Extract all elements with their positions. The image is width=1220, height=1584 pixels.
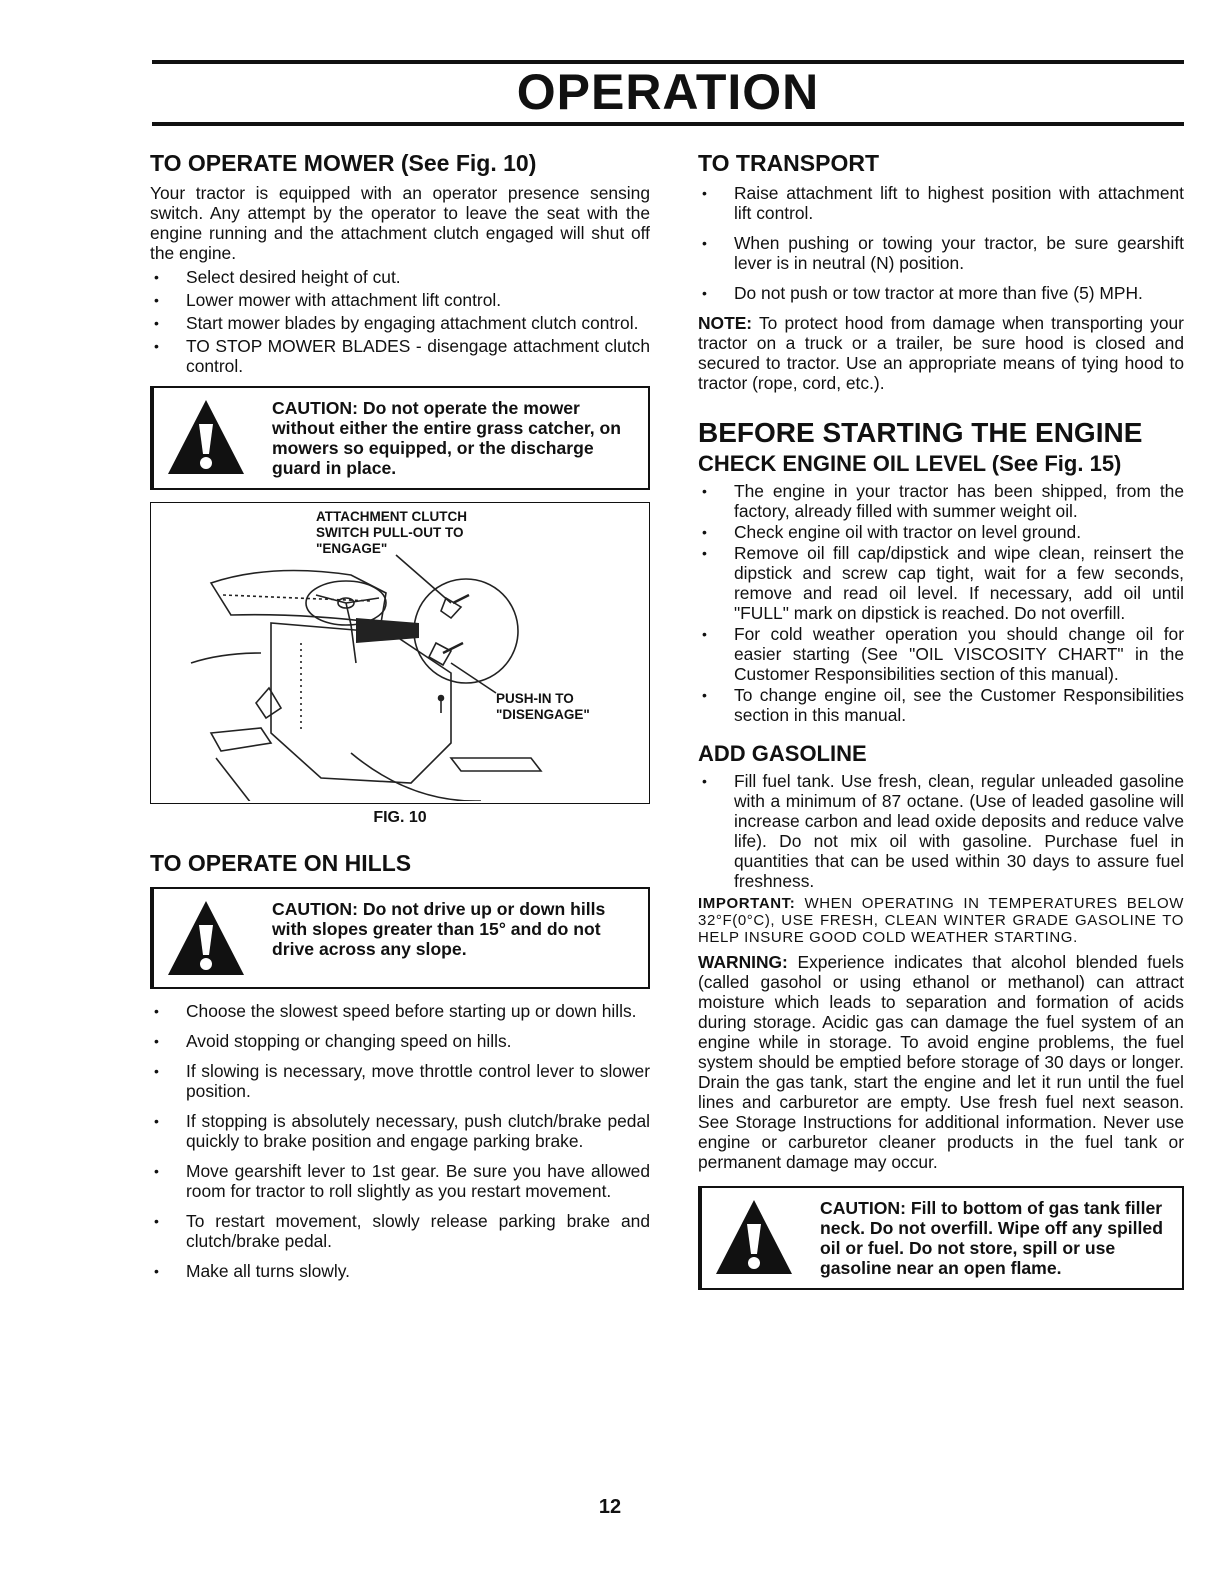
operate-hills-list (150, 1001, 650, 1281)
add-gasoline-list (698, 771, 1184, 891)
caution-text: CAUTION: Fill to bottom of gas tank filler neck. Do not overfill. Wipe off any spilled oil or fuel. Do not store, spill or use gasoline near an open flame. (820, 1198, 1163, 1278)
figure-label-engage: ATTACHMENT CLUTCH SWITCH PULL-OUT TO "ENGAGE" (316, 509, 467, 556)
list-item: • Fill fuel tank. Use fresh, clean, regular unleaded gasoline with a minimum of 87 octane. (Use of leaded gasoline will increase carbon and lead oxide deposits and reduce valve life). Do not mix oil with gasoline. Purchase fuel in quantities that can be used within 30 days to assure fuel freshness. (698, 771, 1184, 891)
right-column (698, 150, 1184, 1302)
list-item: • To change engine oil, see the Customer Responsibilities section in this manual. (698, 685, 1184, 725)
caution-box-hills (150, 887, 650, 989)
transport-note (698, 313, 1184, 393)
list-item: • Start mower blades by engaging attachment clutch control. (150, 313, 650, 333)
list-item: • Raise attachment lift to highest position with attachment lift control. (698, 183, 1184, 223)
operate-mower-heading: TO OPERATE MOWER (See Fig. 10) (150, 150, 537, 176)
list-item: • To restart movement, slowly release parking brake and clutch/brake pedal. (150, 1211, 650, 1251)
list-item: • The engine in your tractor has been shipped, from the factory, already filled with summer weight oil. (698, 481, 1184, 521)
list-item: • Check engine oil with tractor on level ground. (698, 522, 1184, 542)
warning-triangle-icon (714, 1198, 794, 1276)
list-item: • Move gearshift lever to 1st gear. Be sure you have allowed room for tractor to roll slightly as you restart movement. (150, 1161, 650, 1201)
figure-label-disengage: PUSH-IN TO "DISENGAGE" (496, 691, 590, 722)
list-item: • Avoid stopping or changing speed on hills. (150, 1031, 650, 1051)
warning-text: Experience indicates that alcohol blended fuels (called gasohol or using ethanol or methanol) can attract moisture which leads to separation and formation of acids during storage. Acidic gas can damage the fuel system of an engine while in storage. To avoid engine problems, the fuel system should be emptied before storage of 30 days or longer. Drain the gas tank, start the engine and let it run until the fuel lines and carburetor are empty. Use fresh fuel next season. See Storage Instructions for additional information. Never use engine or carburetor cleaner products in the fuel tank or permanent damage may occur. (698, 952, 1185, 1172)
important-label: IMPORTANT: (698, 895, 796, 912)
page-title: OPERATION (516, 64, 820, 120)
list-item: • Lower mower with attachment lift control. (150, 290, 650, 310)
operate-mower-list (150, 267, 650, 376)
list-item: • TO STOP MOWER BLADES - disengage attachment clutch control. (150, 336, 650, 376)
list-item: • If slowing is necessary, move throttle control lever to slower position. (150, 1061, 650, 1101)
warning-label: WARNING: (698, 952, 788, 972)
list-item: • Select desired height of cut. (150, 267, 650, 287)
list-item: • Make all turns slowly. (150, 1261, 650, 1281)
note-text: To protect hood from damage when transporting your tractor on a truck or a trailer, be sure hood is closed and secured to tractor. Use an appropriate means of tying hood to tractor (rope, cord, etc.). (698, 313, 1184, 393)
figure-10 (150, 502, 650, 804)
operate-mower-intro: Your tractor is equipped with an operator presence sensing switch. Any attempt by the operator to leave the seat with the engine running and the attachment clutch engaged will shut off the engine. (150, 183, 650, 263)
page-number: 12 (598, 1496, 622, 1518)
header-rule-bottom (152, 122, 1184, 126)
warning-triangle-icon (166, 899, 246, 977)
operate-hills-heading: TO OPERATE ON HILLS (150, 850, 412, 876)
list-item: • Choose the slowest speed before starting up or down hills. (150, 1001, 650, 1021)
warning-notice (698, 952, 1184, 1172)
important-notice (698, 895, 1184, 946)
left-column (150, 150, 650, 1291)
list-item: • Do not push or tow tractor at more than five (5) MPH. (698, 283, 1184, 303)
caution-box-gasoline (698, 1186, 1184, 1290)
check-oil-heading: CHECK ENGINE OIL LEVEL (See Fig. 15) (698, 451, 1122, 476)
important-text: WHEN OPERATING IN TEMPERATURES BELOW 32°F(0°C), USE FRESH, CLEAN WINTER GRADE GASOLINE TO HELP INSURE GOOD COLD WEATHER STARTING. (698, 895, 1184, 946)
transport-list (698, 183, 1184, 303)
caution-text: CAUTION: Do not drive up or down hills with slopes greater than 15° and do not drive across any slope. (272, 899, 606, 959)
check-oil-list (698, 481, 1184, 725)
add-gasoline-heading: ADD GASOLINE (698, 741, 867, 766)
list-item: • If stopping is absolutely necessary, push clutch/brake pedal quickly to brake position and engage parking brake. (150, 1111, 650, 1151)
list-item: • Remove oil fill cap/dipstick and wipe clean, reinsert the dipstick and screw cap tight, wait for a few seconds, remove and read oil level. If necessary, add oil until "FULL" mark on dipstick is reached. Do not overfill. (698, 543, 1184, 623)
figure-caption: FIG. 10 (373, 809, 427, 826)
note-label: NOTE: (698, 313, 753, 333)
before-starting-heading: BEFORE STARTING THE ENGINE (698, 417, 1143, 448)
caution-box-mower (150, 386, 650, 490)
list-item: • For cold weather operation you should change oil for easier starting (See "OIL VISCOSITY CHART" in the Customer Responsibilities section of this manual). (698, 624, 1184, 684)
transport-heading: TO TRANSPORT (698, 150, 880, 176)
caution-text: CAUTION: Do not operate the mower without either the entire grass catcher, on mowers so equipped, or the discharge guard in place. (272, 398, 622, 478)
list-item: • When pushing or towing your tractor, be sure gearshift lever is in neutral (N) position. (698, 233, 1184, 273)
warning-triangle-icon (166, 398, 246, 476)
